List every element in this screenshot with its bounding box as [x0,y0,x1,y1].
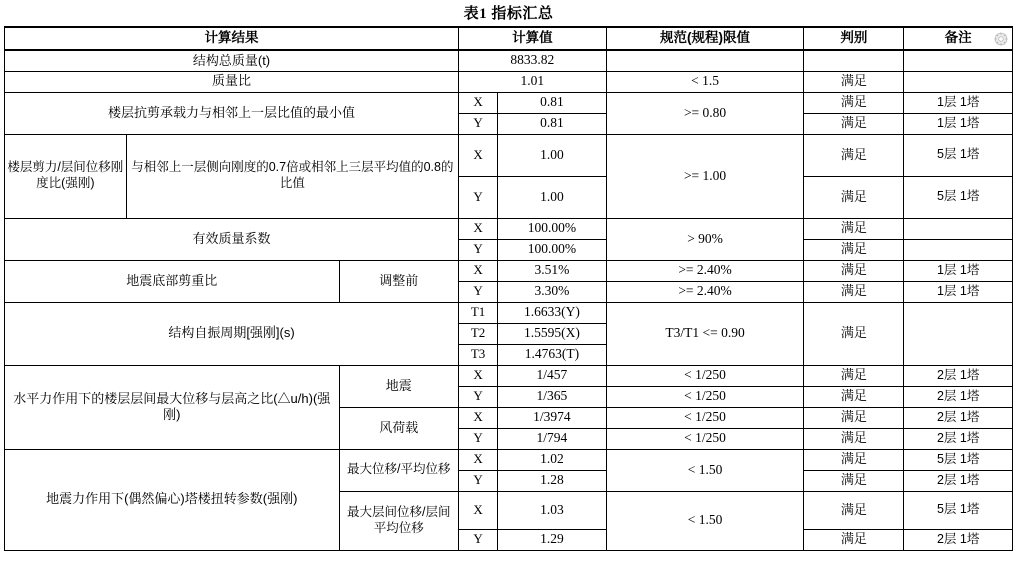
value-period-t3: 1.4763(T) [498,344,607,365]
axis-effective-mass-y: Y [459,239,498,260]
note-torsion-story-x: 5层 1塔 [904,491,1013,529]
note-drift-eq-x: 2层 1塔 [904,365,1013,386]
col-header-value: 计算值 [459,27,607,50]
table-row-period-t1 [5,302,1013,323]
limit-effective-mass: > 90% [606,218,804,260]
axis-shear-capacity-x: X [459,92,498,113]
table-row-stiffness-x [5,134,1013,176]
note-torsion-disp-x: 5层 1塔 [904,449,1013,470]
value-torsion-story-x: 1.03 [498,491,607,529]
page-title: 表1 指标汇总 [463,6,554,22]
value-period-t1: 1.6633(Y) [498,302,607,323]
limit-torsion-story-drift: < 1.50 [606,491,804,550]
note-drift-eq-y: 2层 1塔 [904,386,1013,407]
axis-torsion-disp-y: Y [459,470,498,491]
limit-stiffness: >= 1.00 [606,134,804,218]
col-header-note [904,27,1013,50]
note-base-shear-x: 1层 1塔 [904,260,1013,281]
value-stiffness-x: 1.00 [498,134,607,176]
axis-base-shear-x: X [459,260,498,281]
value-torsion-disp-y: 1.28 [498,470,607,491]
row-sublabel-drift-earthquake: 地震 [339,365,459,407]
value-drift-wind-x: 1/3974 [498,407,607,428]
judge-total-mass [804,50,904,71]
judge-effective-mass-y: 满足 [804,239,904,260]
value-torsion-disp-x: 1.02 [498,449,607,470]
note-torsion-story-y: 2层 1塔 [904,529,1013,550]
axis-shear-capacity-y: Y [459,113,498,134]
judge-torsion-disp-y: 满足 [804,470,904,491]
note-effective-mass-x [904,218,1013,239]
note-stiffness-y: 5层 1塔 [904,176,1013,218]
judge-effective-mass-x: 满足 [804,218,904,239]
judge-base-shear-y: 满足 [804,281,904,302]
value-effective-mass-x: 100.00% [498,218,607,239]
row-label-base-shear: 地震底部剪重比 [5,260,340,302]
judge-drift-eq-y: 满足 [804,386,904,407]
axis-drift-wind-x: X [459,407,498,428]
table-row-torsion-disp-x [5,449,1013,470]
note-periods [904,302,1013,365]
judge-torsion-story-x: 满足 [804,491,904,529]
limit-total-mass [606,50,804,71]
note-total-mass [904,50,1013,71]
col-header-limit: 规范(规程)限值 [606,27,804,50]
judge-mass-ratio: 满足 [804,71,904,92]
limit-shear-capacity: >= 0.80 [606,92,804,134]
row-sublabel-torsion-displacement: 最大位移/平均位移 [339,449,459,491]
row-label-effective-mass: 有效质量系数 [5,218,459,260]
note-drift-wind-y: 2层 1塔 [904,428,1013,449]
judge-base-shear-x: 满足 [804,260,904,281]
axis-drift-eq-x: X [459,365,498,386]
judge-stiffness-y: 满足 [804,176,904,218]
row-label-drift: 水平力作用下的楼层层间最大位移与层高之比(△u/h)(强刚) [5,365,340,449]
table-header-row [5,27,1013,50]
axis-stiffness-y: Y [459,176,498,218]
value-total-mass: 8833.82 [459,50,607,71]
judge-shear-capacity-y: 满足 [804,113,904,134]
limit-drift-wind-y: < 1/250 [606,428,804,449]
row-sublabel-torsion-story-drift: 最大层间位移/层间平均位移 [339,491,459,550]
col-header-note-label: 备注 [944,30,972,46]
note-torsion-disp-y: 2层 1塔 [904,470,1013,491]
value-drift-eq-x: 1/457 [498,365,607,386]
limit-periods: T3/T1 <= 0.90 [606,302,804,365]
value-torsion-story-y: 1.29 [498,529,607,550]
note-stiffness-x: 5层 1塔 [904,134,1013,176]
axis-effective-mass-x: X [459,218,498,239]
limit-mass-ratio: < 1.5 [606,71,804,92]
axis-drift-wind-y: Y [459,428,498,449]
judge-drift-eq-x: 满足 [804,365,904,386]
value-base-shear-y: 3.30% [498,281,607,302]
judge-drift-wind-y: 满足 [804,428,904,449]
axis-drift-eq-y: Y [459,386,498,407]
axis-torsion-story-x: X [459,491,498,529]
limit-drift-wind-x: < 1/250 [606,407,804,428]
limit-drift-eq-x: < 1/250 [606,365,804,386]
col-header-judge: 判别 [804,27,904,50]
limit-base-shear-y: >= 2.40% [606,281,804,302]
judge-stiffness-x: 满足 [804,134,904,176]
table-row-shear-capacity-x [5,92,1013,113]
value-base-shear-x: 3.51% [498,260,607,281]
judge-torsion-disp-x: 满足 [804,449,904,470]
axis-period-t3: T3 [459,344,498,365]
axis-stiffness-x: X [459,134,498,176]
value-mass-ratio: 1.01 [459,71,607,92]
row-label-stiffness: 楼层剪力/层间位移刚度比(强刚) [5,134,127,218]
value-drift-wind-y: 1/794 [498,428,607,449]
axis-base-shear-y: Y [459,281,498,302]
note-shear-capacity-x: 1层 1塔 [904,92,1013,113]
row-sublabel-stiffness: 与相邻上一层侧向刚度的0.7倍或相邻上三层平均值的0.8的比值 [126,134,458,218]
note-shear-capacity-y: 1层 1塔 [904,113,1013,134]
axis-torsion-story-y: Y [459,529,498,550]
value-effective-mass-y: 100.00% [498,239,607,260]
row-sublabel-drift-wind: 风荷载 [339,407,459,449]
note-mass-ratio [904,71,1013,92]
col-header-result: 计算结果 [5,27,459,50]
table-row-mass-ratio [5,71,1013,92]
table-row-base-shear-x [5,260,1013,281]
limit-drift-eq-y: < 1/250 [606,386,804,407]
row-label-periods: 结构自振周期[强刚](s) [5,302,459,365]
table-row-drift-eq-x [5,365,1013,386]
value-period-t2: 1.5595(X) [498,323,607,344]
judge-shear-capacity-x: 满足 [804,92,904,113]
row-label-total-mass: 结构总质量(t) [5,50,459,71]
note-base-shear-y: 1层 1塔 [904,281,1013,302]
value-shear-capacity-x: 0.81 [498,92,607,113]
table-row-total-mass [5,50,1013,71]
note-effective-mass-y [904,239,1013,260]
value-stiffness-y: 1.00 [498,176,607,218]
judge-drift-wind-x: 满足 [804,407,904,428]
value-drift-eq-y: 1/365 [498,386,607,407]
judge-torsion-story-y: 满足 [804,529,904,550]
row-label-shear-capacity: 楼层抗剪承载力与相邻上一层比值的最小值 [5,92,459,134]
note-drift-wind-x: 2层 1塔 [904,407,1013,428]
row-label-mass-ratio: 质量比 [5,71,459,92]
axis-torsion-disp-x: X [459,449,498,470]
gear-icon [994,32,1008,46]
limit-base-shear-x: >= 2.40% [606,260,804,281]
value-shear-capacity-y: 0.81 [498,113,607,134]
summary-table [4,26,1013,551]
row-sublabel-base-shear: 调整前 [339,260,459,302]
table-row-effective-mass-x [5,218,1013,239]
judge-periods: 满足 [804,302,904,365]
axis-period-t2: T2 [459,323,498,344]
axis-period-t1: T1 [459,302,498,323]
row-label-torsion: 地震力作用下(偶然偏心)塔楼扭转参数(强刚) [5,449,340,550]
limit-torsion-displacement: < 1.50 [606,449,804,491]
